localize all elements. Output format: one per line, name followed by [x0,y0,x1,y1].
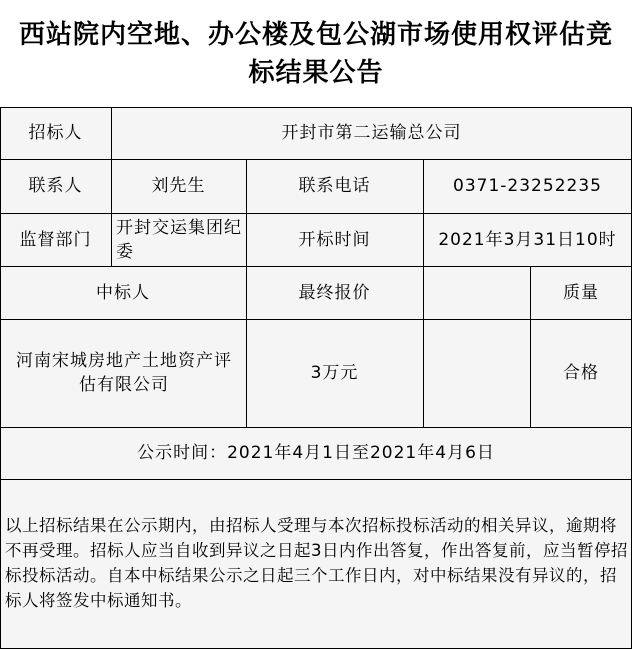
bidder-value: 开封市第二运输总公司 [281,123,462,143]
phone-label: 联系电话 [298,176,371,196]
contact-label: 联系人 [28,176,83,196]
page-title: 西站院内空地、办公楼及包公湖市场使用权评估竞标结果公告 [18,19,613,88]
winner-value: 河南宋城房地产土地资产评估有限公司 [16,351,232,395]
bidder-label: 招标人 [28,123,83,143]
publicity-period: 公示时间：2021年4月1日至2021年4月6日 [137,443,495,463]
open-time-value: 2021年3月31日10时 [438,229,617,250]
notice-text: 以上招标结果在公示期内，由招标人受理与本次招标投标活动的相关异议，逾期将不再受理。招标人应当自收到异议之日起3日内作出答复，作出答复前，应当暂停招标投标活动。自本中标结果公示之日起三个工作日内，对中标结果没有异议的，招标人将签发中标通知书。 [5,516,628,610]
supervise-value: 开封交运集团纪委 [116,217,242,262]
winner-header: 中标人 [96,282,150,303]
supervise-label: 监督部门 [19,229,92,250]
price-value: 3万元 [310,363,359,383]
table-line [0,479,632,480]
phone-value: 0371-23252235 [453,176,602,196]
price-header: 最终报价 [298,282,371,303]
contact-value: 刘先生 [151,176,206,196]
quality-value: 合格 [563,363,599,383]
open-time-label: 开标时间 [298,229,371,250]
quality-header: 质量 [563,282,599,303]
